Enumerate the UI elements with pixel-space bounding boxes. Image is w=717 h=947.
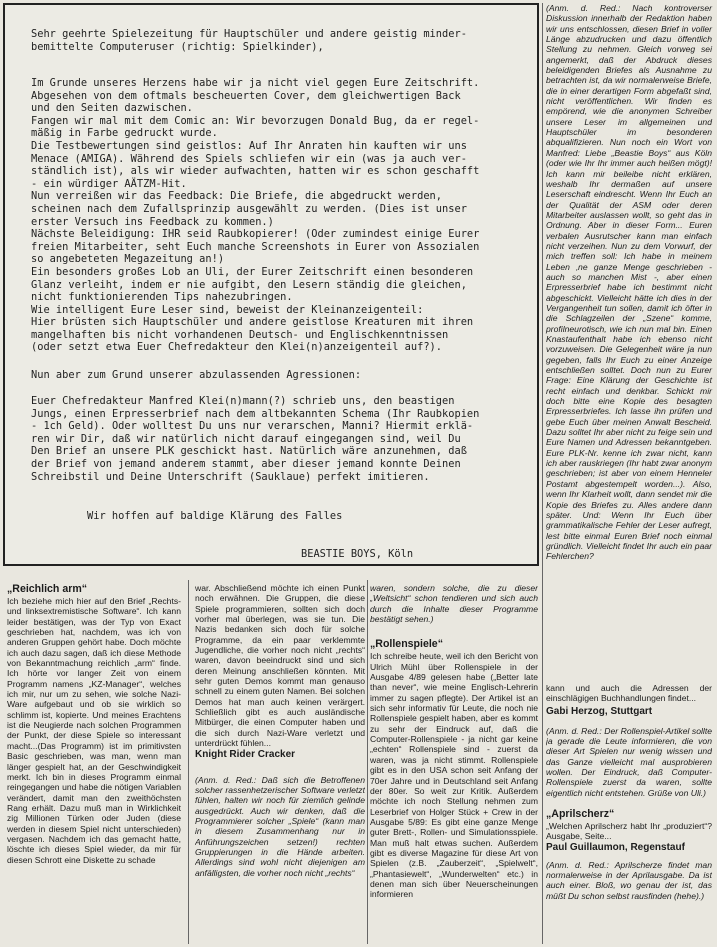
letter-signature: BEASTIE BOYS, Köln [301,548,414,560]
aprilscherz-text: „Welchen Aprilscherz habt Ihr „produziert“? Ausgabe, Seite... [546,821,712,842]
rollenspiele-text: Ich schreibe heute, weil ich den Bericht von Ulrich Mühl über Rollenspiele in der Ausgabe 4/89 gelesen habe („Better late than never“, wie meine Englisch-Lehrerin immer zu sagen pflegte). Der Artikel ist an sich sehr informativ für Leute, die noch nie Rollenspiele gespielt haben, aber es kommt zu sehr der Eindruck auf, daß die Computer-Rollenspiele - ja nicht gar keine „echten“ Rollenspiele sind - zuerst da waren, was ja nicht stimmt. Rollenspiele gibt es in den USA schon seit Anfang der 70er Jahre und in Deutschland seit Anfang der 80er. So weit zur Kritik. Außerdem möchte ich noch Stellung nehmen zum Leserbrief von Holger Stück + Crew in der Ausgabe 5/89: Es gibt eine ganze Menge guter Brett-, Rollen- und Simulationsspiele. Man muß halt etwas suchen. Außerdem gibt es diverse Magazine für diese Art von Spielen (z.B. „Zauberzeit“, „Spielwelt“, „Phantasiewelt“, „Wunderwelten“ etc.) in denen man sich über Neuerscheinungen informieren [370,651,538,900]
column-divider-1 [188,580,189,944]
column-4 [546,683,712,945]
heading-aprilscherz: „Aprilscherz“ [546,808,615,821]
heading-rollenspiele: „Rollenspiele“ [370,638,443,651]
letter-body-3: Euer Chefredakteur Manfred Klei(n)mann(?) schrieb uns, den beastigen Jungs, einen Erpresserbrief nach dem altbekannten Schema (Ihr Raubkopien - 1ch Geld). Oder wolltest Du uns nur verarschen, Manni? Hiermit erklä- ren wir Dir, daß wir natürlich nicht darauf eingegangen sind, weil Du Den Brief an unsere PLK geschickt hast. Natürlich wäre anzunehmen, daß der Brief von jemand anderem stammt, aber dieser jemand konnte Deinen Schreibstil und Deine Unterschrift (Sauklaue) perfekt imitieren. [31,395,480,483]
author-paul-guillaumon: Paul Guillaumon, Regenstauf [546,841,685,853]
column-divider-3 [542,3,543,944]
heading-reichlich-arm: „Reichlich arm“ [7,583,88,595]
reichlich-text-cont: war. Abschließend möchte ich einen Punkt noch erwähnen. Die Gruppen, die diese Spiele programmieren, sollten sich doch vorher mal überlegen, was sie tun. Die Nazis bedanken sich doch für solche Programme, da ein paar verklemmte Jugendliche, die vorher noch nicht „rechts“ waren, davon beeindruckt sind und sich deren Meinung anschließen könnten. Mit sehr guten Demos kommt man genauso schnell zu einem guten Namen. Bei solchen Demos hat man auch keinen verärgert. Schließlich gibt es auch ausländische Mitbürger, die einen Computer haben und die sich durch Nazi-Ware verletzt und unterdrückt fühlen... [195,583,365,749]
author-knight-rider: Knight Rider Cracker [195,748,296,760]
reply-reichlich-cont: waren, sondern solche, die zu dieser „Weltsicht“ schon tendieren und sich auch durch die Inhalte dieser Programme bestätigt sehen.) [370,583,538,625]
letter-reichlich-arm [7,583,181,945]
column-divider-2 [367,580,368,944]
reader-letter-box [3,3,539,566]
editor-reply-beastie: (Anm. d. Red.: Nach kontroverser Diskussion innerhalb der Redaktion haben wir uns entschlossen, diesen Brief in voller Länge abzudrucken und dazu öffentlich Stellung zu nehmen. Gleich vorweg sei angemerkt, daß der Abdruck dieses beleidigenden Briefes als Ausnahme zu betrachten ist, da wir normalerweise Briefe, die in einer derartigen Form abgefaßt sind, nicht veröffentlichen. Wir finden es empörend, wie die anonymen Schreiber unsere Leser im allgemeinen und Hauptschüler im besonderen abqualifizieren. Nun noch ein Wort von Manfred: Liebe „Beastie Boys“ aus Köln (oder wie Ihr Ihr immer auch heißen mögt)! Ich kann mir beileibe nicht erklären, weshalb Ihr dermaßen auf unsere Leserschaft eindrescht. Wenn Ihr Euch an der Qualität der ASM oder deren Mitarbeiter auslassen wollt, so geht das in Ordnung. Aber in dieser Form... Euren verbalen Ausrutscher kann man einfach nicht verzeihen. Nun zu dem Vorwurf, der mich treffen soll: Ich habe in meinem Leben ‚ne ganze Menge geschrieben - auch so manchen Mist -, aber einen Erpresserbrief habe ich bestimmt nicht abgeschickt. Vielleicht hätte ich dies in der Vergangenheit tun sollen, damit ich öfter in die Schlagzeilen der „Szene“ komme, profilneurotisch, wie ich nun mal bin. Einen Knastaufenthalt habe ich ebenso nicht vorzuweisen. Die Gelegenheit wäre ja nun gegeben, falls Ihr Euch zu einer Anzeige entschließen solltet. Doch nun zu Eurer Frage: Eine Klärung der Geschichte ist recht einfach und denkbar. Schickt mir doch bitte eine Kopie des besagten Erpresserbriefes. Ich lasse ihn prüfen und gebe Euch über meinen Anwalt Bescheid. Dazu solltet Ihr aber nicht zu feige sein und Eure Namen und Adressen bekanntgeben. Eure PLK-Nr. kenne ich zwar nicht, kann ich aber rauskriegen (Ihr habt zwar anonym geschrieben; ist aber von einem Henneler Postamt abgestempelt worden...). Also, wenn Ihr Klarheit wollt, dann sendet mir die Kopie des Briefes zu. Alles andere dann später. Und: Wenn Ihr Euch über grammatikalische Fehler der Leser aufregt, lest bitte einmal Euren Brief noch einmal gründlich. Vielleicht findet Ihr auch ein paar Fehlerchen? [546,3,712,562]
reichlich-text: Ich beziehe mich hier auf den Brief „Rechts- und linksextremistische Software“. Ich kann leider bestätigen, was der Typ von Exact geschrieben hat, nachdem, was ich von anderen Gruppen gehört habe. Doch möchte ich auch dazu sagen, daß ich diese Methode von Bekanntmachung reichlich „arm“ finde. Ich hörte vor langer Zeit von einem Programm namens „KZ-Manager“, welches ich mir, nur um zu sehen, wie solche Nazi-Ware aufgebaut und ob sie wirklich so schlimm ist, kopierte. Und meines Erachtens ist die Neugierde nach solchen Programmen der Punkt, der diese Spiele so interessant macht...(Das Programm) ist im primitivsten Basic geschrieben, was man, wenn man länger gespielt hat, an der Geschwindigkeit merkt. Ich bin in dieses Programm einmal reingegangen und habe die nötigen Variablen verändert, damit man den zweithöchsten Rang erhält. Dazu muß man in Wirklichkeit zig Millionen Türken oder Juden (diese werden in diesem Spiel nicht unterschieden) vergasen. Nachdem ich das gemacht hatte, löschte ich dieses Spiel wieder, da mir für diesen Schrott eine Diskette zu schade [7,596,181,865]
reply-reichlich: (Anm. d. Red.: Daß sich die Betroffenen solcher rassenhetzerischer Software verletzt fühlen, halten wir noch für ziemlich gelinde ausgedrückt. Auch wir denken, daß die Programmierer solcher „Spiele“ (kann man in diesem Zusammenhang nur in Anführungszeichen setzen!) rechten Gruppierungen in die Hände arbeiten. Allerdings sind wohl nicht diejenigen am anfälligsten, die vorher noch nicht „rechts“ [195,774,365,878]
reply-aprilscherz: (Anm. d. Red.: Aprilscherze findet man normalerweise in der Aprilausgabe. Da ist auch einer. Bloß, wo genau der ist, das müßt Du schon selbst rausfinden (hehe).) [546,859,712,901]
author-gabi-herzog: Gabi Herzog, Stuttgart [546,705,653,717]
column-2 [195,583,365,945]
letter-body-1: Im Grunde unseres Herzens habe wir ja nicht viel gegen Eure Zeitschrift. Abgesehen von dem oftmals bescheuerten Cover, dem gleichwertigen Back und den Seiten dazwischen. Fangen wir mal mit dem Comic an: Wir bevorzugen Donald Bug, da er regel- mäßig in Farbe gedruckt wurde. Die Testbewertungen sind geistlos: Auf Ihr Anraten hin kauften wir uns Menace (AMIGA). Während des Spiels schliefen wir ein (was ja auch ver- ständlich ist), als wir wieder aufwachten, hatten wir es schon geschafft - ein würdiger AÄTZM-Hit. Nun verreißen wir das Feedback: Die Briefe, die abgedruckt werden, scheinen nach dem Zufallsprinzip ausgewählt zu werden. (Dies ist unser erster Versuch ins Feedback zu kommen.) Nächste Beleidigung: IHR seid Raubkopierer! (Oder zumindest einige Eurer freien Mitarbeiter, seht Euch manche Screenshots in Eurer von Assozialen so angebeteten Megazeitung an!) Ein besonders großes Lob an Uli, der Eurer Zeitschrift einen besonderen Glanz verleiht, indem er nie aufgibt, den Lesern ständig die gleichen, nicht funktionierenden Tips nahezubringen. Wie intelligent Eure Leser sind, beweist der Kleinanzeigenteil: Hier brüsten sich Hauptschüler und andere geistlose Kreaturen mit ihren mangelhaften bis nicht vorhandenen Deutsch- und Englischkenntnissen (oder setzt etwa Euer Chefredakteur den Klei(n)anzeigenteil auf?). [31,77,480,354]
column-3 [370,583,538,945]
rollenspiele-text-cont: kann und auch die Adressen der einschlägigen Buchhandlungen findet... [546,683,712,704]
letter-closing: Wir hoffen auf baldige Klärung des Falles [87,510,343,522]
letter-body-2: Nun aber zum Grund unserer abzulassenden Agressionen: [31,369,362,381]
reply-rollenspiele: (Anm. d. Red.: Der Rollenspiel-Artikel sollte ja gerade die Leute informieren, die von dieser Art Spielen nur wenig wissen und das Ganze vielleicht mal ausprobieren wollen. Der Eindruck, daß Computer-Rollenspiele zuerst da waren, sollte eigentlich nicht entstehen. Grüße von Uli.) [546,725,712,798]
letter-greeting: Sehr geehrte Spielezeitung für Hauptschüler und andere geistig minder- bemittelte Computeruser (richtig: Spielkinder), [31,28,467,53]
